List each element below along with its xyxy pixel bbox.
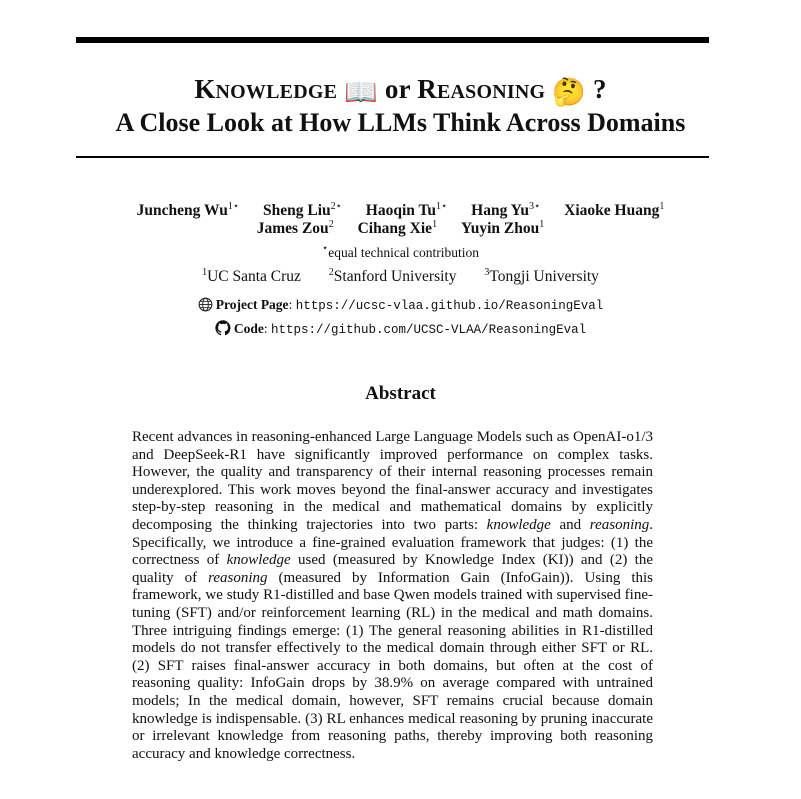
paper-title-line1 — [0, 74, 801, 108]
title-word-knowledge: KNOWLEDGE — [194, 74, 338, 104]
code-link[interactable]: https://github.com/UCSC-VLAA/ReasoningEval — [271, 323, 587, 337]
affiliation: $^2$Stanford University — [328, 267, 457, 285]
author: James Zou$^2$ — [256, 219, 334, 237]
author: Cihang Xie$^1$ — [357, 219, 438, 237]
author: Yuyin Zhou$^1$ — [460, 219, 545, 237]
author: Sheng Liu$^{2⋆}$ — [262, 201, 342, 219]
affiliation: $^3$Tongji University — [484, 267, 599, 285]
top-rule — [76, 37, 709, 43]
thinking-face-icon: 🤔 — [552, 77, 587, 107]
author-list-line1 — [0, 202, 801, 220]
globe-icon — [198, 297, 213, 316]
author: Hang $Yu^{3⋆}$ — [471, 201, 541, 219]
author-list-line2 — [0, 220, 801, 238]
abstract-body: Recent advances in reasoning-enhanced Large Language Models such as OpenAI-o1/3 and DeepSeek-R1 have significantly improved performance on complex tasks. However, the quality and transparency of their internal reasoning processes remain underexplored. This work moves beyond the final-answer accuracy and investigates step-by-step reasoning in the medical and mathematical domains by explicitly decomposing the thinking trajectories into two parts: knowledge and reasoning. Specifically, we introduce a fine-grained evaluation framework that judges: (1) the correctness of knowledge used (measured by Knowledge Index (KI)) and (2) the quality of reasoning (measured by Information Gain (InfoGain)). Using this framework, we study R1-distilled and base Qwen models trained with supervised fine-tuning (SFT) and/or reinforcement learning (RL) in the medical and math domains. Three intriguing findings emerge: (1) The general reasoning abilities in R1-distilled models do not transfer effectively to the medical domain through either SFT or RL. (2) SFT raises final-answer accuracy in both domains, but often at the cost of reasoning quality: InfoGain drops by 38.9% on average compared with untrained models; In the medical domain, however, SFT remains crucial because domain knowledge is indispensable. (3) RL enhances medical reasoning by pruning inaccurate or irrelevant knowledge from reasoning paths, thereby improving both reasoning accuracy and knowledge correctness. — [132, 429, 653, 762]
author: Haoqin $Tu^{1⋆}$ — [365, 201, 448, 219]
title-question-mark: ? — [592, 74, 607, 104]
author: Juncheng $Wu^{1⋆}$ — [136, 201, 240, 219]
project-page-label: Project Page — [215, 297, 289, 312]
author: Xiaoke Huang$^1$ — [564, 201, 665, 219]
equal-contribution-note: ⋆equal technical contribution — [322, 243, 479, 260]
affiliation: $^1$UC Santa Cruz — [202, 267, 301, 285]
title-bottom-rule — [76, 156, 709, 158]
code-label: Code — [233, 321, 264, 336]
title-connector: or — [384, 74, 411, 104]
github-icon — [215, 320, 231, 340]
project-page-link[interactable]: https://ucsc-vlaa.github.io/ReasoningEval — [295, 299, 604, 313]
project-page-row: Project Page: https://ucsc-vlaa.github.io/ReasoningEval — [0, 297, 801, 316]
code-row: Code: https://github.com/UCSC-VLAA/ReasoningEval — [0, 320, 801, 340]
abstract-heading: Abstract — [365, 383, 436, 404]
title-word-reasoning: REASONING — [417, 74, 546, 104]
open-book-icon: 📖 — [344, 77, 378, 107]
affiliations — [0, 268, 801, 286]
paper-title-line2: A Close Look at How LLMs Think Across Domains — [115, 108, 686, 137]
